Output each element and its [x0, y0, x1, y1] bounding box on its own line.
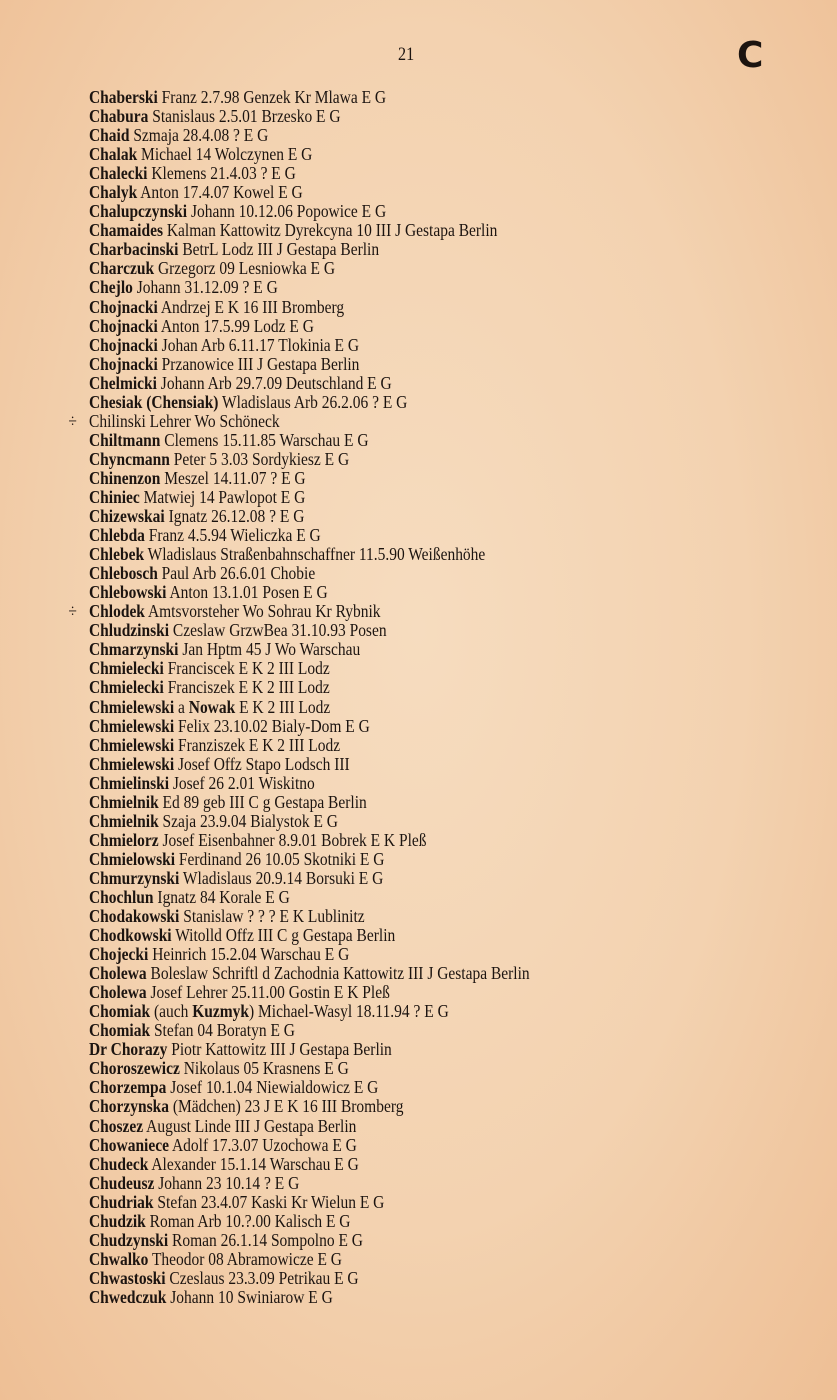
entry-details: Johan Arb 6.11.17 Tlokinia E G — [157, 334, 360, 355]
entry-details: Roman 26.1.14 Sompolno E G — [168, 1229, 363, 1250]
entry-details: Paul Arb 26.6.01 Chobie — [157, 563, 316, 584]
entry-details: Johann Arb 29.7.09 Deutschland E G — [156, 372, 392, 393]
list-item — [89, 698, 691, 717]
list-item — [89, 869, 691, 888]
list-item — [89, 1288, 691, 1307]
list-item — [89, 507, 691, 526]
list-item — [89, 945, 691, 964]
list-item — [89, 145, 691, 164]
entry-details: Witolld Offz III C g Gestapa Berlin — [171, 925, 396, 946]
entry-details: Szaja 23.9.04 Bialystok E G — [158, 810, 338, 831]
entry-surname: Chudzynski — [89, 1229, 169, 1250]
list-item — [89, 659, 691, 678]
list-item — [89, 240, 691, 259]
entry-surname: Chmielewski — [89, 753, 175, 774]
list-item — [89, 374, 691, 393]
list-item — [89, 1174, 691, 1193]
list-item — [89, 488, 691, 507]
list-item — [89, 831, 691, 850]
entry-details: Boleslaw Schriftl d Zachodnia Kattowitz III J Gestapa Berlin — [146, 963, 530, 984]
list-item — [89, 888, 691, 907]
list-item — [89, 469, 691, 488]
entry-details: Czeslaw GrzwBea 31.10.93 Posen — [169, 620, 387, 641]
entry-surname: Chomiak — [89, 1020, 151, 1041]
list-item — [89, 1269, 691, 1288]
entry-surname: Chowaniece — [89, 1134, 169, 1155]
entry-surname: Chmarzynski — [89, 639, 179, 660]
list-item — [89, 736, 691, 755]
entry-details: (Mädchen) 23 J E K 16 III Bromberg — [168, 1096, 404, 1117]
entry-surname: Chwastoski — [89, 1267, 166, 1288]
entry-surname: Chmurzynski — [89, 867, 180, 888]
entry-details: Nikolaus 05 Krasnens E G — [179, 1058, 349, 1079]
list-item — [89, 1212, 691, 1231]
list-item — [89, 1231, 691, 1250]
list-item — [89, 1040, 691, 1059]
entry-surname: Charbacinski — [89, 239, 179, 260]
entry-details: Szmaja 28.4.08 ? E G — [129, 125, 269, 146]
entry-details: Peter 5 3.03 Sordykiesz E G — [169, 448, 350, 469]
list-item — [89, 1250, 691, 1269]
entry-details: Przanowice III J Gestapa Berlin — [157, 353, 360, 374]
entry-surname: Chojecki — [89, 944, 149, 965]
entry-surname: Chudeusz — [89, 1172, 155, 1193]
entry-surname: Chizewskai — [89, 506, 165, 527]
entry-surname: Choroszewicz — [89, 1058, 180, 1079]
entry-surname: Chmielnik — [89, 791, 159, 812]
entry-details: Johann 10 Swiniarow E G — [166, 1286, 333, 1307]
entry-surname: Chudzik — [89, 1210, 146, 1231]
entry-surname: Chlebek — [89, 544, 145, 565]
entry-details: Stefan 23.4.07 Kaski Kr Wielun E G — [153, 1191, 385, 1212]
entry-surname: Chludzinski — [89, 620, 170, 641]
entry-surname: Chlebda — [89, 525, 145, 546]
list-item — [68, 410, 691, 431]
entry-surname: Chmielecki — [89, 677, 164, 698]
list-item — [89, 983, 691, 1002]
list-item — [89, 564, 691, 583]
list-item — [89, 812, 691, 831]
entry-details: Kalman Kattowitz Dyrekcyna 10 III J Gestapa Berlin — [162, 220, 498, 241]
entry-alias: Kuzmyk — [192, 1001, 249, 1022]
entry-details: Alexander 15.1.14 Warschau E G — [148, 1153, 359, 1174]
entry-details: Franz 2.7.98 Genzek Kr Mlawa E G — [157, 87, 387, 107]
entry-surname: Chabura — [89, 106, 149, 127]
entry-surname: Chmielewski — [89, 734, 175, 755]
entry-details: Clemens 15.11.85 Warschau E G — [160, 429, 369, 450]
list-item — [89, 774, 691, 793]
entry-details: (auch — [150, 1001, 193, 1022]
entry-surname: Charczuk — [89, 258, 155, 279]
entry-surname: Chesiak (Chensiak) — [89, 391, 219, 412]
entry-surname: Chorzynska — [89, 1096, 169, 1117]
list-item — [89, 545, 691, 564]
entry-details: Ed 89 geb III C g Gestapa Berlin — [158, 791, 367, 812]
entry-details: August Linde III J Gestapa Berlin — [143, 1115, 357, 1136]
entry-surname: Chalecki — [89, 163, 148, 184]
list-item — [89, 1002, 691, 1021]
entry-details: Stefan 04 Boratyn E G — [150, 1020, 295, 1041]
entry-details: Heinrich 15.2.04 Warschau E G — [148, 944, 350, 965]
list-item — [89, 678, 691, 697]
entry-details-cont: ) Michael-Wasyl 18.11.94 ? E G — [248, 1001, 449, 1022]
entry-surname: Chalak — [89, 144, 138, 165]
list-item — [89, 1078, 691, 1097]
entry-details: Czeslaus 23.3.09 Petrikau E G — [165, 1267, 359, 1288]
entry-details: Michael 14 Wolczynen E G — [137, 144, 313, 165]
entry-surname: Chmielewski — [89, 696, 175, 717]
entry-surname: Cholewa — [89, 963, 147, 984]
entry-details: a — [174, 696, 189, 717]
entry-details: Franziszek E K 2 III Lodz — [174, 734, 341, 755]
list-item — [89, 926, 691, 945]
list-item — [89, 336, 691, 355]
entry-details: Felix 23.10.02 Bialy-Dom E G — [174, 715, 370, 736]
list-item — [89, 907, 691, 926]
list-item — [89, 621, 691, 640]
entry-surname: Chelmicki — [89, 372, 157, 393]
entry-surname: Chmielnik — [89, 810, 159, 831]
list-item — [89, 526, 691, 545]
list-item — [68, 601, 691, 622]
entry-alias: Nowak — [188, 696, 236, 717]
list-item — [89, 164, 691, 183]
entry-surname: Chaid — [89, 125, 130, 146]
list-item — [89, 126, 691, 145]
entry-surname: Chochlun — [89, 886, 154, 907]
entry-surname: Chmielorz — [89, 829, 159, 850]
entry-list — [68, 87, 789, 1307]
entry-surname: Chorzempa — [89, 1077, 167, 1098]
list-item — [89, 1136, 691, 1155]
entry-surname: Chamaides — [89, 220, 163, 241]
list-item — [89, 1059, 691, 1078]
entry-details: Franciscek E K 2 III Lodz — [163, 658, 330, 679]
list-item — [89, 355, 691, 374]
list-item — [89, 183, 691, 202]
entry-surname: Chmielewski — [89, 715, 175, 736]
deceased-mark-icon: ÷ — [68, 601, 77, 622]
entry-surname: Chojnacki — [89, 334, 158, 355]
section-letter: C — [737, 35, 764, 76]
entry-surname: Chalyk — [89, 182, 138, 203]
entry-details: Stanislaw ? ? ? E K Lublinitz — [179, 906, 365, 927]
entry-surname: Chiniec — [89, 486, 140, 507]
list-item — [89, 583, 691, 602]
entry-details: Ignatz 84 Korale E G — [153, 886, 290, 907]
entry-surname: Chojnacki — [89, 353, 158, 374]
entry-details: Wladislaus 20.9.14 Borsuki E G — [179, 867, 384, 888]
entry-surname: Chudeck — [89, 1153, 149, 1174]
entry-surname: Chwalko — [89, 1248, 149, 1269]
entry-surname: Chmielecki — [89, 658, 164, 679]
list-item — [89, 717, 691, 736]
list-item — [89, 850, 691, 869]
list-item — [89, 259, 691, 278]
list-item — [89, 221, 691, 240]
entry-details: Wladislaus Straßenbahnschaffner 11.5.90 Weißenhöhe — [144, 544, 486, 565]
list-item — [89, 1097, 691, 1116]
list-item — [89, 88, 691, 107]
list-item — [89, 1193, 691, 1212]
entry-surname: Chyncmann — [89, 448, 170, 469]
entry-surname: Chojnacki — [89, 315, 158, 336]
entry-details: Franciszek E K 2 III Lodz — [163, 677, 330, 698]
entry-surname: Chlebowski — [89, 582, 167, 603]
entry-surname: Chomiak — [89, 1001, 151, 1022]
entry-surname: Dr Chorazy — [89, 1039, 168, 1060]
deceased-mark-icon: ÷ — [68, 410, 77, 431]
entry-surname: Chmielinski — [89, 772, 170, 793]
entry-details: Matwiej 14 Pawlopot E G — [139, 486, 306, 507]
list-item — [89, 793, 691, 812]
entry-details: Josef 26 2.01 Wiskitno — [169, 772, 315, 793]
list-item — [89, 393, 691, 412]
list-item — [89, 202, 691, 221]
entry-details: Josef Offz Stapo Lodsch III — [174, 753, 350, 774]
entry-details: Ferdinand 26 10.05 Skotniki E G — [175, 848, 385, 869]
entry-surname: Chudriak — [89, 1191, 154, 1212]
entry-details: Josef Lehrer 25.11.00 Gostin E K Pleß — [146, 982, 390, 1003]
entry-details: Anton 17.5.99 Lodz E G — [157, 315, 314, 336]
list-item — [89, 317, 691, 336]
entry-details: Anton 13.1.01 Posen E G — [166, 582, 328, 603]
entry-details: Klemens 21.4.03 ? E G — [147, 163, 296, 184]
list-item — [89, 1021, 691, 1040]
entry-details: Jan Hptm 45 J Wo Warschau — [178, 639, 361, 660]
entry-details: Franz 4.5.94 Wieliczka E G — [144, 525, 321, 546]
entry-surname: Choszez — [89, 1115, 144, 1136]
entry-details: Meszel 14.11.07 ? E G — [160, 467, 306, 488]
list-item — [89, 964, 691, 983]
entry-details: Johann 31.12.09 ? E G — [132, 277, 278, 298]
page-number: 21 — [398, 44, 415, 65]
entry-surname: Chojnacki — [89, 296, 158, 317]
entry-details: Lehrer Wo Schöneck — [145, 410, 280, 431]
entry-details: Josef 10.1.04 Niewialdowicz E G — [166, 1077, 379, 1098]
entry-details: Andrzej E K 16 III Bromberg — [157, 296, 345, 317]
entry-details: Adolf 17.3.07 Uzochowa E G — [168, 1134, 357, 1155]
entry-surname: Chiltmann — [89, 429, 161, 450]
entry-surname: Chwedczuk — [89, 1286, 167, 1307]
entry-details: Johann 23 10.14 ? E G — [154, 1172, 300, 1193]
entry-surname: Chmielowski — [89, 848, 176, 869]
list-item — [89, 1155, 691, 1174]
list-item — [89, 450, 691, 469]
entry-details: Josef Eisenbahner 8.9.01 Bobrek E K Pleß — [158, 829, 427, 850]
list-item — [89, 431, 691, 450]
entry-details: Grzegorz 09 Lesniowka E G — [154, 258, 336, 279]
entry-details: Roman Arb 10.?.00 Kalisch E G — [145, 1210, 351, 1231]
list-item — [89, 298, 691, 317]
list-item — [89, 640, 691, 659]
list-item — [89, 1117, 691, 1136]
entry-details: Theodor 08 Abramowicze E G — [148, 1248, 342, 1269]
entry-details: Stanislaus 2.5.01 Brzesko E G — [148, 106, 341, 127]
entry-details: BetrL Lodz III J Gestapa Berlin — [178, 239, 380, 260]
entry-surname: Chinenzon — [89, 467, 161, 488]
entry-surname: Chodkowski — [89, 925, 172, 946]
entry-details: Anton 17.4.07 Kowel E G — [137, 182, 303, 203]
entry-surname: Chalupczynski — [89, 201, 188, 222]
entry-details: Johann 10.12.06 Popowice E G — [187, 201, 387, 222]
list-item — [89, 278, 691, 297]
entry-surname: Chlebosch — [89, 563, 158, 584]
entry-details: Ignatz 26.12.08 ? E G — [164, 506, 305, 527]
list-item — [89, 755, 691, 774]
entry-surname: Chaberski — [89, 87, 158, 107]
entry-surname: Chlodek — [89, 601, 145, 622]
entry-surname: Chejlo — [89, 277, 133, 298]
entry-surname: Cholewa — [89, 982, 147, 1003]
entry-surname: Chilinski — [89, 410, 146, 431]
entry-details-cont: E K 2 III Lodz — [235, 696, 331, 717]
entry-details: Amtsvorsteher Wo Sohrau Kr Rybnik — [144, 601, 381, 622]
entry-details: Piotr Kattowitz III J Gestapa Berlin — [167, 1039, 392, 1060]
entry-surname: Chodakowski — [89, 906, 180, 927]
entry-details: Wladislaus Arb 26.2.06 ? E G — [218, 391, 408, 412]
list-item — [89, 107, 691, 126]
